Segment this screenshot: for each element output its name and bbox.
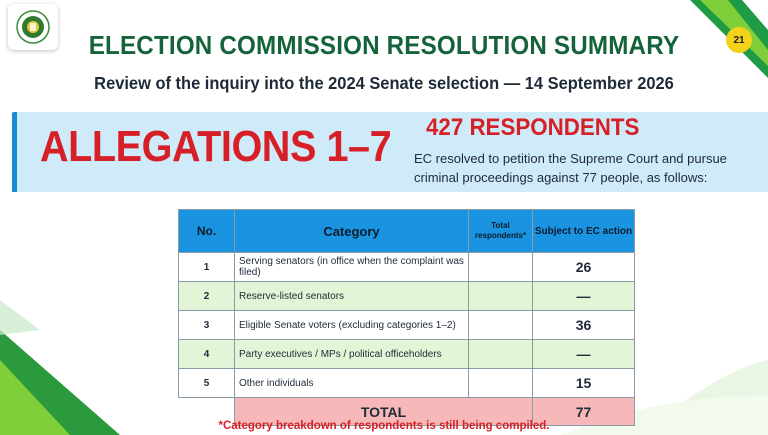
table-row bbox=[179, 340, 635, 369]
category-table bbox=[178, 209, 635, 426]
row-category: Eligible Senate voters (excluding categories 1–2) bbox=[235, 311, 469, 340]
table-row bbox=[179, 311, 635, 340]
resolution-text: EC resolved to petition the Supreme Court and pursue criminal proceedings against 77 people, as follows: bbox=[414, 151, 727, 185]
table-row bbox=[179, 369, 635, 398]
row-ec-count: 36 bbox=[533, 311, 635, 340]
total-value: 77 bbox=[533, 398, 635, 426]
header-no: No. bbox=[179, 210, 235, 253]
header-category: Category bbox=[235, 210, 469, 253]
row-category: Serving senators (in office when the complaint was filed) bbox=[235, 253, 469, 282]
corner-shape-pale bbox=[0, 300, 40, 335]
row-ec-count: 26 bbox=[533, 253, 635, 282]
table-header-row bbox=[179, 210, 635, 253]
page-title: ELECTION COMMISSION RESOLUTION SUMMARY bbox=[88, 30, 680, 60]
row-number: 2 bbox=[179, 282, 235, 311]
row-number: 1 bbox=[179, 253, 235, 282]
row-number: 3 bbox=[179, 311, 235, 340]
footnote: *Category breakdown of respondents is still being compiled. bbox=[218, 420, 550, 432]
row-total bbox=[469, 369, 533, 398]
row-category: Party executives / MPs / political officeholders bbox=[235, 340, 469, 369]
row-category: Other individuals bbox=[235, 369, 469, 398]
total-label: TOTAL bbox=[235, 398, 533, 426]
header-subject-to-ec: Subject to EC action bbox=[533, 210, 635, 253]
header-total-respondents: Total respondents* bbox=[469, 210, 533, 253]
row-total bbox=[469, 282, 533, 311]
allegations-heading: ALLEGATIONS 1–7 bbox=[40, 122, 392, 171]
respondents-count: 427 RESPONDENTS bbox=[426, 114, 640, 141]
row-number: 5 bbox=[179, 369, 235, 398]
row-number: 4 bbox=[179, 340, 235, 369]
row-ec-count: — bbox=[533, 340, 635, 369]
page-number-badge: 21 bbox=[726, 27, 752, 53]
row-ec-count: 15 bbox=[533, 369, 635, 398]
row-total bbox=[469, 311, 533, 340]
table-row bbox=[179, 282, 635, 311]
row-ec-count: — bbox=[533, 282, 635, 311]
page-subtitle: Review of the inquiry into the 2024 Senate selection — 14 September 2026 bbox=[94, 73, 674, 93]
row-total bbox=[469, 253, 533, 282]
row-total bbox=[469, 340, 533, 369]
table-row bbox=[179, 253, 635, 282]
row-category: Reserve-listed senators bbox=[235, 282, 469, 311]
